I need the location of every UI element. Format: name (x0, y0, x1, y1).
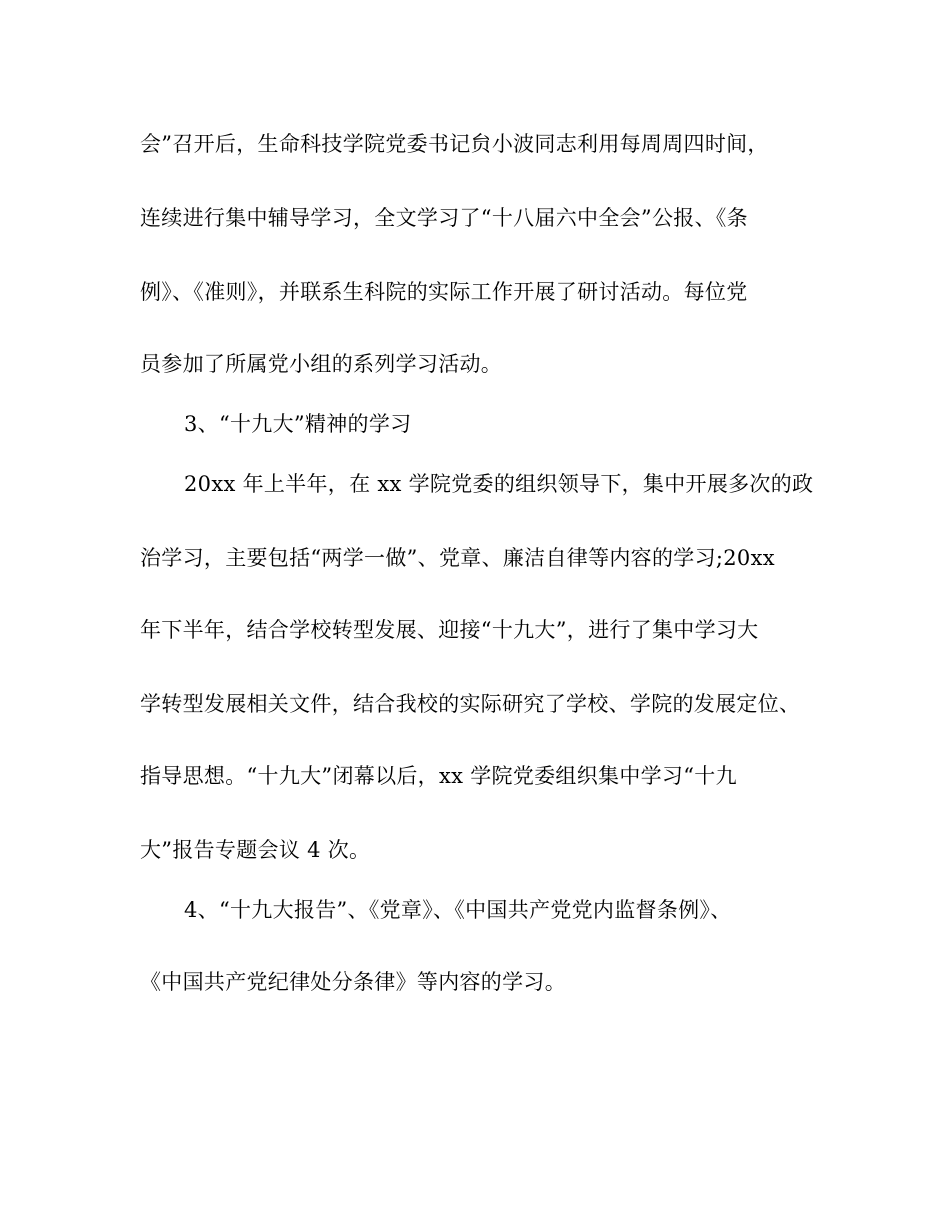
text-line: 员参加了所属党小组的系列学习活动。 (140, 352, 503, 376)
text-line: 治学习，主要包括“两学一做”、党章、廉洁自律等内容的学习;20xx (140, 546, 775, 570)
text-line: 连续进行集中辅导学习，全文学习了“十八届六中全会”公报、《条 (140, 206, 748, 230)
section-heading: 3、“十九大”精神的学习 (184, 412, 412, 436)
section-heading: 4、“十九大报告”、《党章》、《中国共产党党内监督条例》、 (184, 898, 732, 922)
text-line: 会”召开后，生命科技学院党委书记贠小波同志利用每周周四时间， (140, 132, 769, 156)
text-line: 大”报告专题会议 4 次。 (140, 838, 371, 862)
text-line: 年下半年，结合学校转型发展、迎接“十九大”，进行了集中学习大 (140, 618, 759, 642)
text-line: 《中国共产党纪律处分条律》等内容的学习。 (140, 970, 566, 994)
text-line: 学转型发展相关文件，结合我校的实际研究了学校、学院的发展定位、 (140, 692, 801, 716)
text-line: 指导思想。“十九大”闭幕以后，xx 学院党委组织集中学习“十九 (140, 764, 737, 788)
text-line: 例》、《准则》，并联系生科院的实际工作开展了研讨活动。每位党 (140, 280, 748, 304)
text-line: 20xx 年上半年，在 xx 学院党委的组织领导下，集中开展多次的政 (184, 472, 814, 496)
